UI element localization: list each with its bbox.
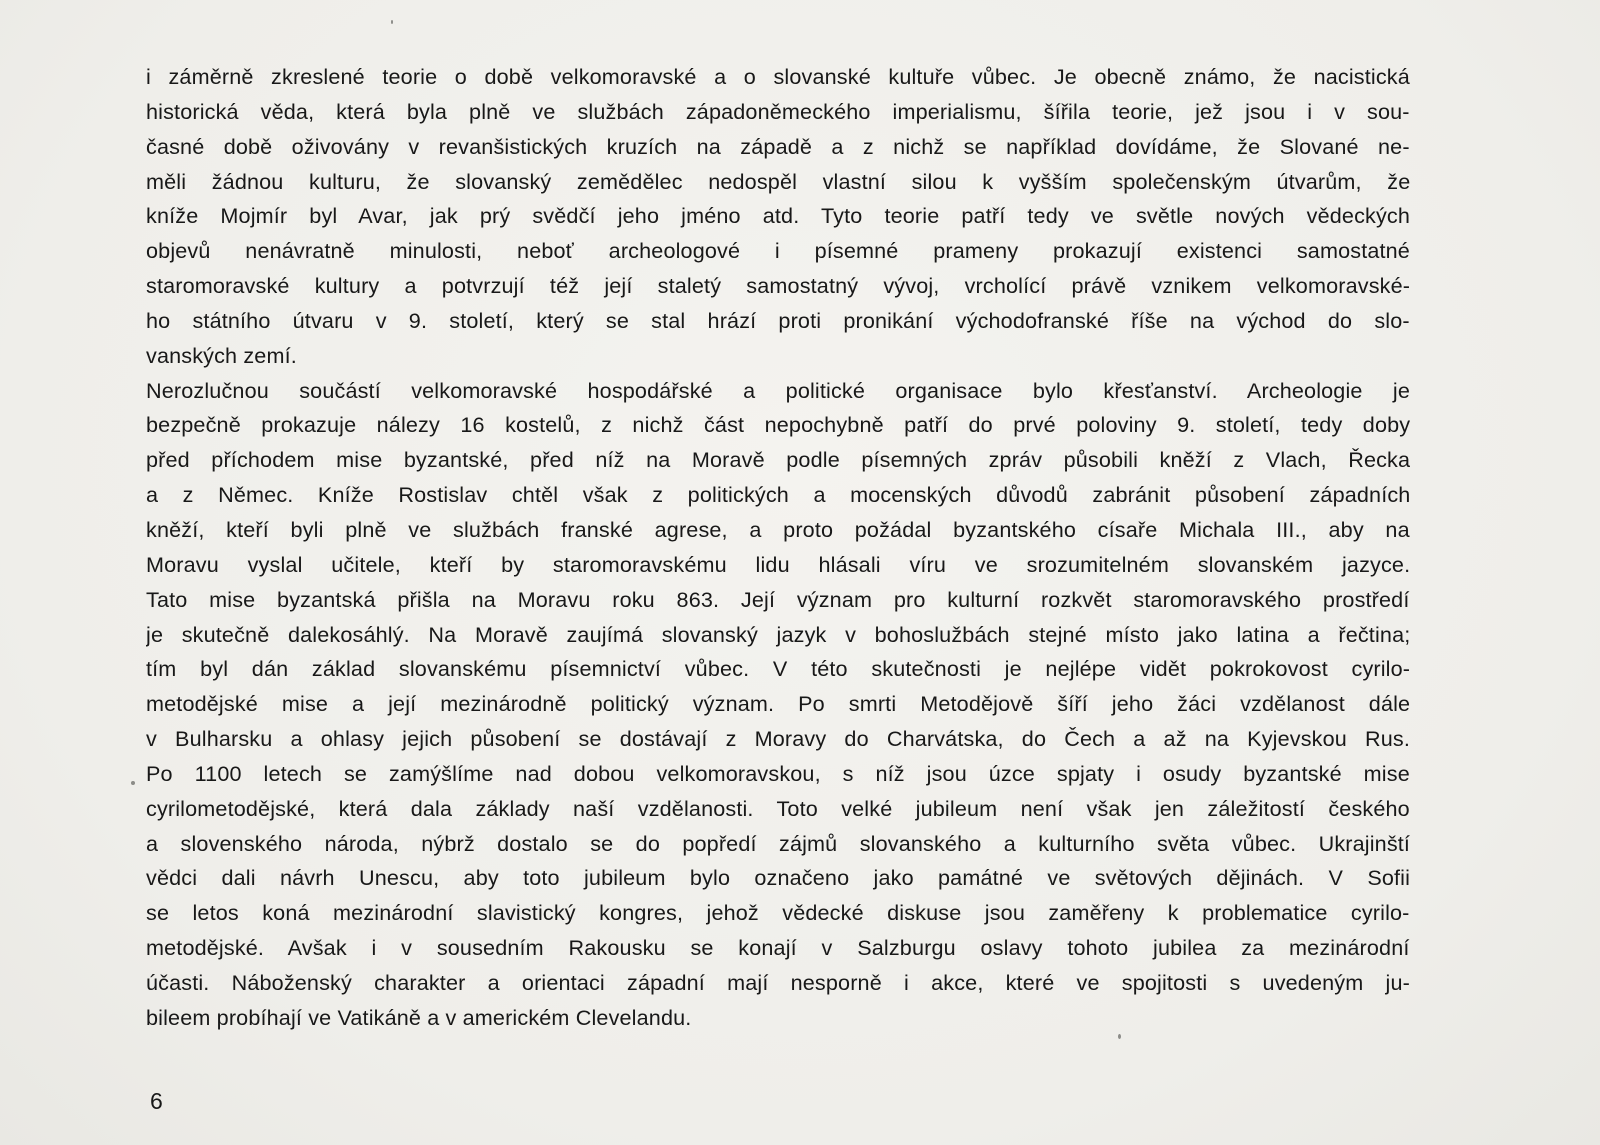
text-line: vědci dali návrh Unescu, aby toto jubileum bylo označeno jako památné ve světových dějinách. V Sofii bbox=[146, 865, 1410, 891]
text-line: před příchodem mise byzantské, před níž na Moravě podle písemných zpráv působili kněží z Vlach, Řecka bbox=[146, 447, 1410, 473]
text-line: Po 1100 letech se zamýšlíme nad dobou velkomoravskou, s níž jsou úzce spjaty i osudy byzantské mise bbox=[146, 760, 1410, 786]
text-line: ho státního útvaru v 9. století, který se stal hrází proti pronikání východofranské říše na východ do slo- bbox=[146, 307, 1410, 333]
text-line: metodějské. Avšak i v sousedním Rakousku se konají v Salzburgu oslavy tohoto jubilea za mezinárodní bbox=[146, 935, 1410, 961]
paragraph bbox=[146, 374, 1410, 1036]
text-line: měli žádnou kulturu, že slovanský zemědělec nedospěl vlastní silou k vyšším společenským útvarům, že bbox=[146, 168, 1410, 194]
text-line: se letos koná mezinárodní slavistický kongres, jehož vědecké diskuse jsou zaměřeny k problematice cyrilo- bbox=[146, 900, 1410, 926]
body-text bbox=[146, 60, 1410, 1036]
text-line: kníže Mojmír byl Avar, jak prý svědčí jeho jméno atd. Tyto teorie patří tedy ve světle nových vědeckých bbox=[146, 203, 1410, 229]
text-line: i záměrně zkreslené teorie o době velkomoravské a o slovanské kultuře vůbec. Je obecně známo, že nacistická bbox=[146, 64, 1410, 89]
paper-speck bbox=[1118, 1034, 1121, 1039]
text-line: objevů nenávratně minulosti, neboť archeologové i písemné prameny prokazují existenci samostatné bbox=[146, 238, 1410, 264]
text-line: a z Němec. Kníže Rostislav chtěl však z politických a mocenských důvodů zabránit působení západních bbox=[146, 482, 1410, 508]
text-line: metodějské mise a její mezinárodně politický význam. Po smrti Metodějově šíří jeho žáci vzdělanost dále bbox=[146, 691, 1410, 717]
text-line: je skutečně dalekosáhlý. Na Moravě zaujímá slovanský jazyk v bohoslužbách stejné místo jako latina a řečtina; bbox=[146, 621, 1410, 647]
text-line: bileem probíhají ve Vatikáně a v americkém Clevelandu. bbox=[146, 1004, 692, 1030]
text-line: účasti. Náboženský charakter a orientaci západní mají nesporně i akce, které ve spojitosti s uvedeným ju- bbox=[146, 969, 1410, 995]
text-line: v Bulharsku a ohlasy jejich působení se dostávají z Moravy do Charvátska, do Čech a až na Kyjevskou Rus. bbox=[146, 726, 1410, 752]
text-line: kněží, kteří byli plně ve službách franské agrese, a proto požádal byzantského císaře Michala III., aby na bbox=[146, 516, 1410, 542]
paper-speck bbox=[131, 781, 135, 785]
text-line: historická věda, která byla plně ve službách západoněmeckého imperialismu, šířila teorie, jež jsou i v sou- bbox=[146, 98, 1410, 124]
text-line: cyrilometodějské, která dala základy naší vzdělanosti. Toto velké jubileum není však jen záležitostí českého bbox=[146, 795, 1410, 821]
text-line: Moravu vyslal učitele, kteří by staromoravskému lidu hlásali víru ve srozumitelném slovanském jazyce. bbox=[146, 551, 1410, 577]
text-line: staromoravské kultury a potvrzují též její staletý samostatný vývoj, vrcholící právě vznikem velkomoravské- bbox=[146, 273, 1410, 299]
text-line: Nerozlučnou součástí velkomoravské hospodářské a politické organisace bylo křesťanství. Archeologie je bbox=[146, 377, 1410, 403]
paper-speck bbox=[391, 20, 393, 24]
paragraph bbox=[146, 60, 1410, 374]
text-line: časné době oživovány v revanšistických kruzích na západě a z nichž se například dovídáme, že Slované ne- bbox=[146, 133, 1410, 159]
text-line: vanských zemí. bbox=[146, 342, 297, 368]
page-number: 6 bbox=[150, 1088, 163, 1114]
text-line: a slovenského národa, nýbrž dostalo se do popředí zájmů slovanského a kulturního světa vůbec. Ukrajinští bbox=[146, 830, 1410, 856]
text-line: Tato mise byzantská přišla na Moravu roku 863. Její význam pro kulturní rozkvět staromoravského prostředí bbox=[146, 586, 1410, 612]
text-line: bezpečně prokazuje nálezy 16 kostelů, z nichž část nepochybně patří do prvé poloviny 9. století, tedy doby bbox=[146, 412, 1410, 438]
text-line: tím byl dán základ slovanskému písemnictví vůbec. V této skutečnosti je nejlépe vidět pokrokovost cyrilo- bbox=[146, 656, 1410, 682]
